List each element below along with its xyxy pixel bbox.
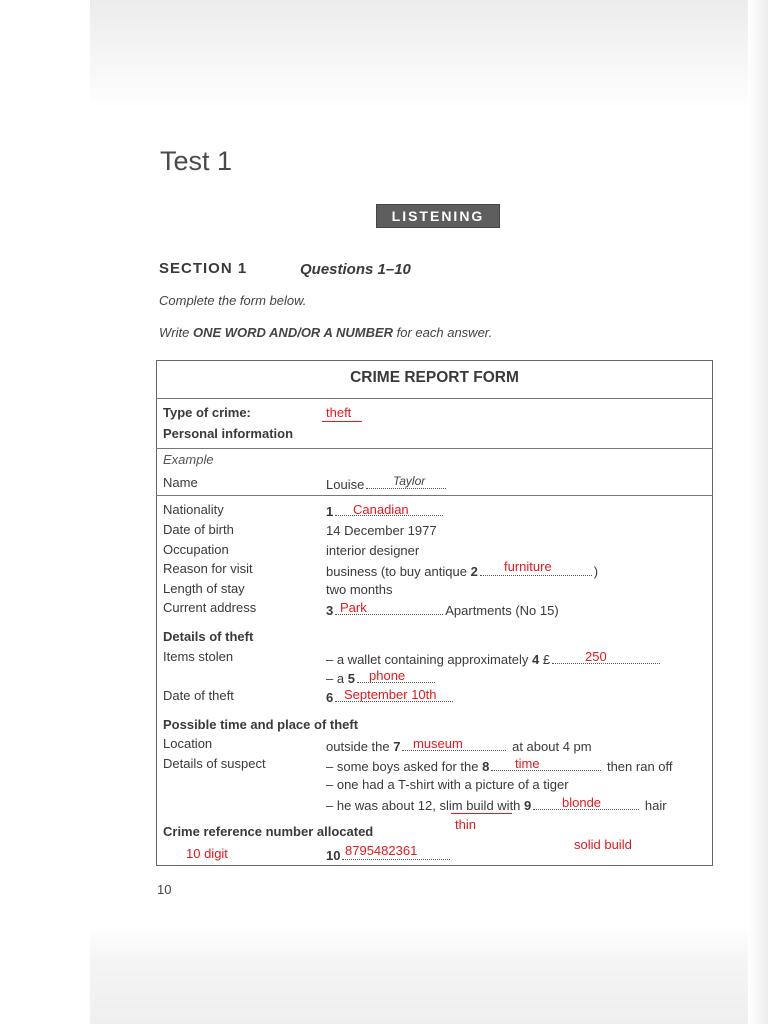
q6-number: 6 (326, 690, 334, 705)
q4-number: 4 (531, 652, 540, 667)
instruction-write-prefix: Write (159, 325, 190, 340)
items-stolen-label: Items stolen (163, 649, 234, 664)
scan-shadow-right (748, 0, 768, 1024)
answer-line (491, 758, 601, 771)
length-value: two months (326, 582, 393, 597)
answer-6: September 10th (344, 687, 437, 702)
answer-5: phone (369, 668, 406, 683)
suspect-line-3 (326, 797, 667, 813)
answer-7: museum (413, 736, 463, 751)
location-prefix: outside the (326, 739, 390, 754)
note-10-digit: 10 digit (186, 846, 228, 861)
address-label: Current address (163, 600, 257, 615)
answer-8: time (515, 756, 540, 771)
example-label: Example (163, 452, 214, 467)
name-label: Name (163, 475, 198, 490)
type-of-crime-label: Type of crime: (163, 405, 251, 420)
occupation-value: interior designer (326, 543, 420, 558)
answer-3: Park (340, 600, 367, 615)
suspect1-prefix: – some boys asked for the (326, 759, 479, 774)
possible-time-place-label: Possible time and place of theft (163, 717, 359, 732)
suspect-label: Details of suspect (163, 756, 266, 771)
section-label: SECTION 1 (159, 260, 248, 277)
q10-number: 10 (326, 848, 341, 863)
answer-9: blonde (562, 795, 602, 810)
scan-shadow-bottom (90, 925, 768, 1024)
details-theft-label: Details of theft (163, 629, 254, 644)
answer-1: Canadian (353, 502, 409, 517)
dob-value: 14 December 1977 (326, 523, 437, 538)
suspect3-prefix: – he was about 12, (326, 798, 436, 813)
scan-shadow-top (90, 0, 768, 110)
divider (156, 398, 713, 399)
suspect-line-2: – one had a T-shirt with a picture of a tiger (326, 777, 569, 792)
name-value-text: Louise (326, 477, 365, 492)
instruction-write (159, 325, 492, 340)
item1 (326, 651, 662, 667)
q2-number: 2 (470, 564, 478, 579)
reason-suffix: ) (593, 564, 599, 579)
instruction-write-suffix: for each answer. (396, 325, 493, 340)
q3-number: 3 (326, 603, 334, 618)
item2-prefix: – a (326, 671, 345, 686)
example-answer-taylor: Taylor (393, 474, 426, 488)
page-number: 10 (157, 882, 172, 897)
occupation-label: Occupation (163, 542, 229, 557)
currency: £ (542, 652, 551, 667)
divider (156, 495, 713, 496)
answer-4: 250 (585, 649, 607, 664)
q7-number: 7 (393, 739, 401, 754)
item1-prefix: – a wallet containing approximately (326, 652, 529, 667)
reason-prefix: business (to buy antique (326, 564, 467, 579)
note-thin: thin (455, 817, 476, 832)
address-suffix: Apartments (No 15) (445, 603, 559, 618)
q1-number: 1 (326, 504, 334, 519)
suspect3-underlined: slim build (439, 798, 494, 813)
listening-badge: LISTENING (376, 204, 500, 228)
personal-information-label: Personal information (163, 426, 294, 441)
suspect-line-1 (326, 758, 673, 774)
form-title: CRIME REPORT FORM (350, 369, 519, 386)
nationality-label: Nationality (163, 502, 224, 517)
slim-build-underline (451, 813, 512, 814)
suspect3-suffix: hair (644, 798, 667, 813)
date-theft-label: Date of theft (163, 688, 234, 703)
answer-2: furniture (504, 559, 552, 574)
reason-value (326, 563, 598, 579)
divider (156, 448, 713, 449)
location-label: Location (163, 736, 213, 751)
note-solid-build: solid build (574, 837, 632, 852)
location-suffix: at about 4 pm (512, 739, 592, 754)
name-value (326, 476, 448, 492)
q8-number: 8 (482, 759, 490, 774)
suspect3-mid: with (497, 798, 521, 813)
answer-10: 8795482361 (345, 843, 418, 858)
q5-number: 5 (347, 671, 355, 686)
instruction-write-bold: ONE WORD AND/OR A NUMBER (192, 325, 394, 340)
dob-label: Date of birth (163, 522, 234, 537)
questions-label: Questions 1–10 (300, 261, 411, 278)
suspect1-suffix: then ran off (606, 759, 673, 774)
reason-label: Reason for visit (163, 561, 253, 576)
length-label: Length of stay (163, 581, 245, 596)
theft-underline (322, 421, 362, 422)
crime-ref-label: Crime reference number allocated (163, 824, 374, 839)
instruction-complete: Complete the form below. (159, 293, 307, 308)
page-title: Test 1 (160, 146, 233, 176)
q9-number: 9 (524, 798, 532, 813)
answer-theft: theft (326, 405, 352, 420)
